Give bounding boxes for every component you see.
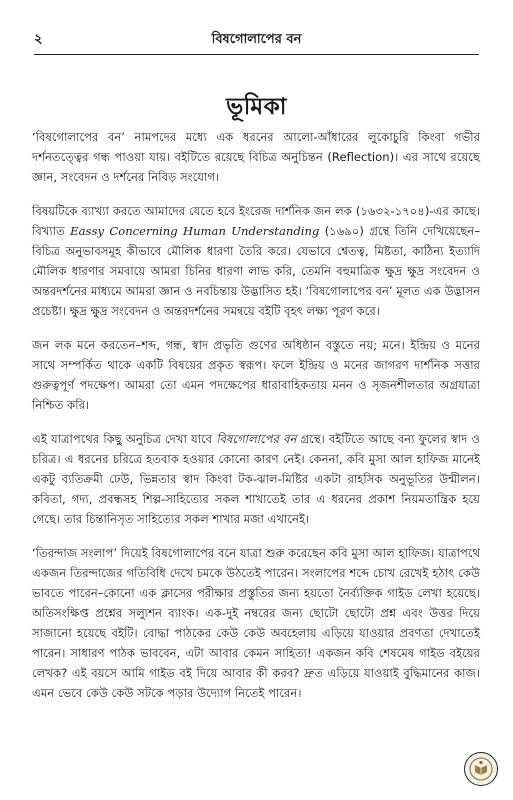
paragraph-4-italic-title: বিষগোলাপের বন (216, 432, 297, 446)
paragraph-2-italic-title: Eassy Concerning Human Understanding (70, 224, 320, 238)
paragraph-2-text-a: বিষয়টিকে ব্যাখ্যা করতে আমাদের যেতে হবে ইংরেজ দার্শনিক জন লক (১৬৩২-১৭০৪)-এর কাছে। বিখ্যাত (32, 204, 480, 238)
paragraph-5: ‘তিরন্দাজ সংলাপ’ দিয়েই বিষগোলাপের বনে যাত্রা শুরু করেছেন কবি মুসা আল হাফিজ। যাত্রাপথে একজন তিরন্দাজের গতিবিধি দেখে চমকে উঠতেই পারেন। সংলাপের শব্দে চোখ রেখেই হঠাৎ কেউ ভাবতে পারেন–কোনো এক ক্লাসের পরীক্ষার প্রস্তুতির জন্য হয়তো নৈর্ব্যক্তিক গাইড লেখা হয়েছে। অতিসংক্ষিপ্ত প্রশ্নের সল্যুশন ব্যাংক। এক-দুই নম্বরের জন্য ছোটো ছোটো প্রশ্ন এবং উত্তর দিয়ে সাজানো হয়েছে বইটি। বোদ্ধা পাঠকের কেউ কেউ অবহেলায় এড়িয়ে যাওয়ার প্রবণতা দেখাতেই পারেন। সাধারণ পাঠক ভাববেন, এটা আবার কেমন সাহিত্য! একজন কবি শেষমেষ গাইড বইয়ের লেখক? এই বয়সে আমি গাইড বই দিয়ে আবার কী করব? দ্রুত এড়িয়ে যাওয়াই বুদ্ধিমানের কাজ। এমন ভেবে কেউ কেউ সটকে পড়ার উদ্যোগ নিতেই পারেন। (32, 546, 480, 700)
page-number: ২ (34, 32, 43, 47)
paragraph-2 (32, 201, 480, 321)
paragraph-1: ‘বিষগোলাপের বন’ নামপদের মধ্যে এক ধরনের আলো-আঁধারের লুকোচুরি কিংবা গভীর দর্শনতত্ত্বের গন্ধ পাওয়া যায়। বইটিতে রয়েছে বিচিত্র অনুচিন্তন (Reflection)। এর সাথে রয়েছে জ্ঞান, সংবেদন ও দর্শনের নিবিড় সংযোগ। (32, 130, 480, 184)
paragraph-4 (32, 429, 480, 529)
publisher-seal-icon (464, 752, 498, 786)
paragraph-4-text-b: গ্রন্থে। বইটিতে আছে বন্য ফুলের স্বাদ ও চরিত্র। এ ধরনের চরিত্রে হতবাক হওয়ার কোনো কারণ নেই। কেননা, কবি মুসা আল হাফিজ মানেই একটু ব্যতিক্রমী ঢেউ, ভিন্নতার স্বাদ কিংবা টক-ঝাল-মিষ্টির একটা রাহসিক অনুভূতির উন্মীলন। কবিতা, গদ্য, প্রবন্ধসহ শিল্প-সাহিত্যের সকল শাখাতেই তার এ ধরনের প্রকাশ নিয়মতান্ত্রিক হয়ে গেছে। তার চিন্তানিসৃত সাহিত্যের সকল শাখার মজা এখানেই। (32, 432, 480, 526)
paragraph-3: জন লক মনে করতেন–শব্দ, গন্ধ, স্বাদ প্রভৃতি গুণের অধিষ্ঠান বস্তুতে নয়; মনে। ইন্দ্রিয় ও মনের সাথে সম্পর্কিত থাকে একটি বিষয়ের প্রকৃত স্বরূপ। ফলে ইন্দ্রিয় ও মনের জাগরণ দার্শনিক সত্তার গুরুত্বপূর্ণ পদক্ষেপ। আমরা তো এমন পদক্ষেপের ধারাবাহিকতায় মনন ও সৃজনশীলতার অগ্রযাত্রা নিশ্চিত করি। (32, 338, 480, 412)
paragraph-2-text-b: (১৬৯০) গ্রন্থে তিনি দেখিয়েছেন–বিচিত্র অনুভাবসমূহ কীভাবে মৌলিক ধারণা তৈরি করে। যেভাবে শ্বেতত্ব, মিষ্টতা, কাঠিন্য ইত্যাদি মৌলিক ধারণার সমবায়ে আমরা চিনির ধারণা লাভ করি, তেমনি বহুমাত্রিক ক্ষুদ্র ক্ষুদ্র সংবেদন ও অন্তরদর্শনের মাধ্যমে আমরা জ্ঞান ও নবচিন্তায় উদ্ভাসিত হই। ‘বিষগোলাপের বন’ মূলত এক উদ্ভাসন প্রচেষ্টা। ক্ষুদ্র ক্ষুদ্র সংবেদন ও অন্তরদর্শনের সমন্বয়ে বইটি বৃহৎ লক্ষ্য পূরণ করে। (32, 224, 480, 318)
body-text (32, 127, 480, 717)
header-rule (34, 54, 479, 55)
paragraph-4-text-a: এই যাত্রাপথের কিছু অনুচিত্র দেখা যাবে (32, 432, 217, 446)
running-head: বিষগোলাপের বন (211, 32, 302, 47)
chapter-title: ভূমিকা (226, 94, 287, 120)
